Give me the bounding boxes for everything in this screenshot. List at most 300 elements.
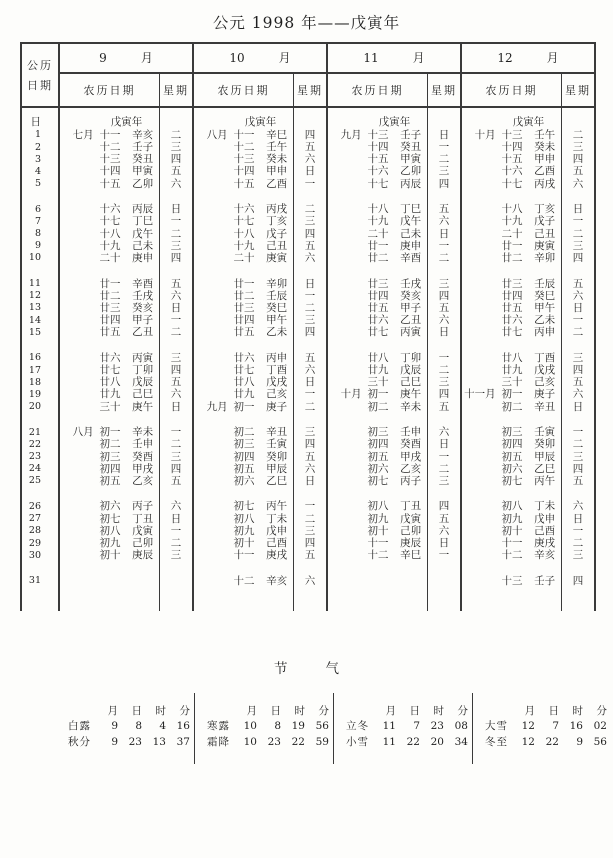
lunar-date-cell	[194, 326, 294, 338]
spacer-cell	[562, 339, 596, 352]
lunar-day: 十四	[99, 165, 121, 178]
lunar-date-cell	[60, 463, 160, 475]
lunar-date-cell	[60, 537, 160, 549]
lunar-date-cell	[328, 278, 428, 290]
ganzhi-day: 壬戌	[132, 289, 154, 302]
lunar-date-cell	[462, 166, 562, 178]
day-number-cell: 2	[22, 141, 60, 153]
ganzhi-day: 丙戌	[534, 177, 556, 190]
ganzhi-day: 甲辰	[534, 450, 556, 463]
weekday-cell: 四	[294, 228, 328, 240]
ganzhi-day: 壬辰	[534, 277, 556, 290]
weekday-cell: 六	[294, 153, 328, 165]
solar-term-value-分: 16	[176, 720, 190, 733]
lunar-day: 廿七	[99, 364, 121, 377]
ganzhi-day: 戊子	[534, 215, 556, 228]
week-header: 星期	[294, 74, 328, 108]
ganzhi-day: 丁亥	[266, 215, 288, 228]
weekday-cell: 一	[428, 240, 462, 252]
ganzhi-day: 乙酉	[266, 177, 288, 190]
lunar-day: 廿三	[501, 277, 523, 290]
ganzhi-day: 乙亥	[400, 462, 422, 475]
weekday-cell: 五	[428, 203, 462, 215]
weekday-cell: 二	[160, 129, 194, 141]
lunar-day: 十八	[501, 203, 523, 216]
solar-term-row	[195, 734, 333, 750]
week-header: 星期	[160, 74, 194, 108]
solar-terms-table	[56, 693, 613, 764]
lunar-day: 初九	[233, 524, 255, 537]
ganzhi-day: 癸巳	[534, 289, 556, 302]
lunar-date-cell	[462, 290, 562, 302]
lunar-day: 初二	[233, 426, 255, 439]
lunar-day: 三十	[367, 376, 389, 389]
weekday-cell: 六	[428, 426, 462, 438]
spacer-cell	[60, 190, 160, 203]
lunar-day: 十五	[233, 177, 255, 190]
ganzhi-day: 辛酉	[132, 277, 154, 290]
ganzhi-day: 辛丑	[266, 426, 288, 439]
weekday-cell: 六	[294, 364, 328, 376]
lunar-date-cell	[328, 575, 428, 587]
solar-term-value-日: 7	[552, 720, 559, 733]
weekday-cell: 二	[294, 302, 328, 314]
ganzhi-day: 壬寅	[266, 438, 288, 451]
solar-term-header-row	[334, 703, 472, 719]
month-number: 12	[497, 51, 513, 65]
ganzhi-day: 乙卯	[400, 165, 422, 178]
month-number: 11	[363, 51, 379, 65]
lunar-day: 初六	[233, 474, 255, 487]
day-number-cell: 12	[22, 290, 60, 302]
ganzhi-day: 辛卯	[266, 277, 288, 290]
ganzhi-day: 壬申	[400, 426, 422, 439]
lunar-date-cell	[462, 178, 562, 190]
lunar-date-cell	[328, 401, 428, 413]
lunar-day: 廿四	[501, 289, 523, 302]
spacer-cell	[60, 339, 160, 352]
ganzhi-day: 庚辰	[132, 549, 154, 562]
lunar-day: 初五	[233, 462, 255, 475]
lunar-date-cell	[462, 513, 562, 525]
solar-term-value-月: 12	[521, 720, 535, 733]
month-unit: 月	[140, 51, 153, 65]
lunar-date-cell	[462, 451, 562, 463]
spacer-cell	[428, 487, 462, 500]
lunar-date-cell	[60, 451, 160, 463]
lunar-day: 廿二	[233, 289, 255, 302]
lunar-day: 廿二	[99, 289, 121, 302]
weekday-cell: 五	[294, 240, 328, 252]
lunar-date-cell	[194, 376, 294, 388]
weekday-cell: 日	[160, 302, 194, 314]
lunar-date-cell	[328, 525, 428, 537]
spacer-cell	[194, 413, 294, 426]
solar-term-col-header: 月	[385, 704, 396, 717]
weekday-cell: 三	[562, 141, 596, 153]
table-bottom-extension	[328, 587, 428, 611]
lunar-day: 三十	[99, 400, 121, 413]
ganzhi-day: 辛亥	[266, 574, 288, 587]
lunar-day: 十九	[367, 215, 389, 228]
lunar-date-cell	[194, 439, 294, 451]
weekday-cell: 三	[160, 240, 194, 252]
lunar-date-cell	[328, 537, 428, 549]
lunar-day: 十九	[99, 239, 121, 252]
lunar-date-cell	[60, 401, 160, 413]
lunar-month-label: 十月	[474, 128, 496, 141]
weekday-cell: 二	[160, 228, 194, 240]
lunar-day: 廿一	[233, 277, 255, 290]
lunar-month-label: 八月	[72, 426, 94, 439]
lunar-date-cell	[462, 463, 562, 475]
solar-term-col-header: 分	[318, 704, 329, 717]
solar-term-value-月: 12	[521, 735, 535, 748]
weekday-cell: 五	[160, 278, 194, 290]
lunar-day: 初七	[367, 474, 389, 487]
lunar-year-label: 戊寅年	[328, 108, 428, 129]
month-number: 9	[99, 51, 107, 65]
day-number-cell: 21	[22, 426, 60, 438]
lunar-day: 廿四	[367, 289, 389, 302]
lunar-date-cell	[60, 475, 160, 487]
spacer-cell	[562, 264, 596, 277]
ganzhi-day: 庚戌	[534, 537, 556, 550]
lunar-date-cell	[462, 364, 562, 376]
lunar-day: 十一	[233, 549, 255, 562]
spacer-cell	[328, 264, 428, 277]
weekday-cell: 四	[562, 252, 596, 264]
lunar-day: 初三	[501, 426, 523, 439]
lunar-day: 二十	[367, 227, 389, 240]
ganzhi-day: 辛丑	[534, 400, 556, 413]
lunar-day: 十三	[501, 574, 523, 587]
weekday-cell: 日	[428, 537, 462, 549]
lunar-day: 初二	[501, 400, 523, 413]
lunar-date-cell	[60, 203, 160, 215]
weekday-cell: 五	[294, 549, 328, 561]
solar-term-col-header: 日	[131, 704, 142, 717]
solar-term-name: 霜降	[207, 735, 230, 748]
solar-term-value-月: 11	[382, 720, 396, 733]
ganzhi-day: 丙申	[266, 351, 288, 364]
lunar-day: 初四	[501, 438, 523, 451]
lunar-day: 初七	[233, 500, 255, 513]
ganzhi-day: 己卯	[400, 524, 422, 537]
lunar-day: 初五	[501, 450, 523, 463]
weekday-cell: 二	[294, 513, 328, 525]
weekday-cell: 四	[428, 290, 462, 302]
lunar-date-cell	[328, 549, 428, 561]
lunar-date-cell	[194, 513, 294, 525]
lunar-day: 初五	[367, 450, 389, 463]
weekday-cell: 四	[160, 153, 194, 165]
solar-term-col-header: 时	[572, 704, 583, 717]
lunar-day: 十八	[233, 227, 255, 240]
lunar-day: 十九	[233, 239, 255, 252]
day-number-cell: 13	[22, 302, 60, 314]
ganzhi-day: 己酉	[266, 537, 288, 550]
lunar-date-cell	[194, 203, 294, 215]
lunar-day: 廿一	[501, 239, 523, 252]
weekday-cell: 五	[160, 376, 194, 388]
lunar-day: 廿八	[233, 376, 255, 389]
spacer-cell	[60, 487, 160, 500]
lunar-day: 十二	[233, 574, 255, 587]
weekday-cell: 一	[160, 216, 194, 228]
ganzhi-day: 壬午	[266, 141, 288, 154]
weekday-cell: 四	[294, 439, 328, 451]
weekday-cell: 三	[428, 475, 462, 487]
weekday-cell: 三	[294, 426, 328, 438]
solar-term-value-时: 16	[569, 720, 583, 733]
lunar-date-cell	[194, 525, 294, 537]
lunar-day: 初八	[367, 500, 389, 513]
spacer-cell	[328, 562, 428, 575]
lunar-date-cell	[462, 501, 562, 513]
solar-term-value-日: 8	[274, 720, 281, 733]
spacer-cell	[328, 190, 428, 203]
lunar-day: 十七	[233, 215, 255, 228]
lunar-day: 初四	[367, 438, 389, 451]
spacer-cell	[462, 413, 562, 426]
weekday-cell: 一	[428, 141, 462, 153]
week-cell-empty	[160, 108, 194, 129]
lunar-date-cell	[194, 216, 294, 228]
lunar-day: 十一	[367, 537, 389, 550]
spacer-cell	[22, 264, 60, 277]
ganzhi-day: 丙辰	[132, 203, 154, 216]
lunar-day: 十六	[501, 165, 523, 178]
month-header-10	[194, 44, 328, 74]
lunar-date-cell	[194, 575, 294, 587]
weekday-cell: 五	[160, 475, 194, 487]
ganzhi-day: 乙未	[266, 326, 288, 339]
lunar-date-cell	[462, 141, 562, 153]
lunar-date-cell	[328, 153, 428, 165]
weekday-cell: 一	[428, 549, 462, 561]
ganzhi-day: 戊午	[400, 215, 422, 228]
ganzhi-day: 丙寅	[400, 326, 422, 339]
lunar-day: 廿六	[501, 314, 523, 327]
weekday-cell: 二	[428, 153, 462, 165]
ganzhi-day: 壬申	[132, 438, 154, 451]
lunar-date-header: 农历日期	[328, 74, 428, 108]
solar-term-value-时: 22	[291, 735, 305, 748]
ganzhi-day: 戊申	[266, 524, 288, 537]
solar-term-col-header: 日	[270, 704, 281, 717]
lunar-date-cell	[60, 129, 160, 141]
spacer-cell	[160, 190, 194, 203]
day-number-cell: 15	[22, 326, 60, 338]
lunar-date-header: 农历日期	[60, 74, 160, 108]
lunar-date-cell	[328, 216, 428, 228]
ganzhi-day: 己卯	[132, 537, 154, 550]
ganzhi-day: 癸亥	[132, 301, 154, 314]
spacer-cell	[294, 562, 328, 575]
lunar-day: 廿五	[367, 301, 389, 314]
lunar-date-cell	[328, 352, 428, 364]
month-unit: 月	[546, 51, 559, 65]
weekday-cell: 一	[562, 426, 596, 438]
lunar-date-cell	[328, 141, 428, 153]
ganzhi-day: 癸酉	[400, 438, 422, 451]
ganzhi-day: 丁酉	[534, 351, 556, 364]
lunar-day: 廿八	[99, 376, 121, 389]
lunar-date-cell	[60, 525, 160, 537]
lunar-date-cell	[60, 252, 160, 264]
solar-term-row	[56, 734, 194, 750]
table-bottom-extension	[60, 587, 160, 611]
spacer-cell	[562, 190, 596, 203]
lunar-date-cell	[462, 549, 562, 561]
lunar-month-label: 十一月	[464, 388, 496, 401]
weekday-cell: 一	[294, 501, 328, 513]
weekday-cell: 六	[562, 178, 596, 190]
lunar-day: 十二	[99, 141, 121, 154]
solar-term-name: 白露	[68, 720, 91, 733]
weekday-cell: 四	[562, 463, 596, 475]
ganzhi-day: 甲申	[534, 153, 556, 166]
weekday-cell: 日	[428, 228, 462, 240]
lunar-day: 廿三	[367, 277, 389, 290]
day-number-cell: 23	[22, 451, 60, 463]
weekday-cell: 日	[294, 376, 328, 388]
weekday-cell: 五	[562, 166, 596, 178]
weekday-cell: 三	[160, 141, 194, 153]
weekday-cell: 二	[562, 537, 596, 549]
ganzhi-day: 庚寅	[534, 239, 556, 252]
weekday-cell: 五	[562, 475, 596, 487]
weekday-cell: 六	[294, 463, 328, 475]
ganzhi-day: 己丑	[266, 239, 288, 252]
lunar-date-cell	[462, 537, 562, 549]
lunar-day: 十二	[233, 141, 255, 154]
weekday-cell: 一	[562, 314, 596, 326]
ganzhi-day: 丙午	[534, 474, 556, 487]
day-number-cell: 18	[22, 376, 60, 388]
ganzhi-day: 戊戌	[266, 376, 288, 389]
solar-term-col-header: 日	[409, 704, 420, 717]
solar-term-value-日: 7	[413, 720, 420, 733]
lunar-day: 廿六	[233, 351, 255, 364]
table-bottom-extension	[160, 587, 194, 611]
spacer-cell	[428, 264, 462, 277]
lunar-date-cell	[60, 501, 160, 513]
spacer-cell	[194, 562, 294, 575]
lunar-day: 十三	[501, 128, 523, 141]
ganzhi-day: 己亥	[534, 376, 556, 389]
solar-term-group-4	[472, 693, 611, 764]
lunar-date-header: 农历日期	[194, 74, 294, 108]
lunar-date-cell	[328, 364, 428, 376]
lunar-day: 廿三	[233, 301, 255, 314]
lunar-date-cell	[462, 401, 562, 413]
weekday-cell: 六	[294, 575, 328, 587]
lunar-day: 十一	[501, 537, 523, 550]
weekday-cell: 日	[562, 401, 596, 413]
lunar-date-cell	[194, 364, 294, 376]
lunar-date-cell	[462, 475, 562, 487]
day-number-cell: 26	[22, 501, 60, 513]
ganzhi-day: 甲戌	[132, 462, 154, 475]
day-number-cell: 16	[22, 352, 60, 364]
lunar-day: 廿二	[501, 251, 523, 264]
spacer-cell	[160, 562, 194, 575]
ganzhi-day: 庚寅	[266, 251, 288, 264]
ganzhi-day: 乙卯	[132, 177, 154, 190]
ganzhi-day: 辛亥	[534, 549, 556, 562]
lunar-day: 初四	[99, 462, 121, 475]
month-number: 10	[229, 51, 245, 65]
solar-term-header-row	[56, 703, 194, 719]
day-number-cell: 3	[22, 153, 60, 165]
day-number-cell: 6	[22, 203, 60, 215]
lunar-day: 廿六	[99, 351, 121, 364]
lunar-day: 初六	[99, 500, 121, 513]
solar-term-value-时: 4	[159, 720, 166, 733]
ganzhi-day: 壬子	[534, 574, 556, 587]
lunar-date-cell	[194, 463, 294, 475]
spacer-cell	[60, 562, 160, 575]
ganzhi-day: 癸丑	[400, 141, 422, 154]
ganzhi-day: 庚申	[400, 239, 422, 252]
spacer-cell	[462, 339, 562, 352]
weekday-cell: 一	[294, 178, 328, 190]
weekday-cell: 三	[428, 278, 462, 290]
solar-term-value-月: 9	[111, 735, 118, 748]
weekday-cell: 三	[160, 549, 194, 561]
lunar-date-cell	[60, 314, 160, 326]
weekday-cell: 一	[562, 216, 596, 228]
lunar-day: 十七	[367, 177, 389, 190]
weekday-cell: 一	[294, 290, 328, 302]
ganzhi-day: 丙戌	[266, 203, 288, 216]
ganzhi-day: 戊辰	[132, 376, 154, 389]
lunar-date-cell	[194, 141, 294, 153]
solar-term-name: 小雪	[346, 735, 369, 748]
lunar-day: 廿一	[367, 239, 389, 252]
solar-term-name: 冬至	[485, 735, 508, 748]
lunar-date-cell	[462, 153, 562, 165]
ganzhi-day: 丁丑	[400, 500, 422, 513]
lunar-date-cell	[328, 178, 428, 190]
ganzhi-day: 乙酉	[534, 165, 556, 178]
spacer-cell	[462, 562, 562, 575]
lunar-day: 廿七	[501, 326, 523, 339]
lunar-date-cell	[60, 575, 160, 587]
lunar-day: 初四	[233, 450, 255, 463]
solar-term-col-header: 月	[246, 704, 257, 717]
ganzhi-day: 辛巳	[266, 128, 288, 141]
lunar-day: 十一	[233, 128, 255, 141]
weekday-cell: 三	[294, 314, 328, 326]
lunar-month-label: 七月	[72, 128, 94, 141]
day-number-cell: 29	[22, 537, 60, 549]
lunar-date-cell	[328, 463, 428, 475]
spacer-cell	[562, 487, 596, 500]
table-bottom-extension	[294, 587, 328, 611]
weekday-cell: 四	[562, 575, 596, 587]
spacer-cell	[194, 264, 294, 277]
weekday-cell: 六	[294, 252, 328, 264]
ganzhi-day: 庚戌	[266, 549, 288, 562]
lunar-date-cell	[462, 302, 562, 314]
lunar-day: 初十	[99, 549, 121, 562]
table-bottom-extension	[462, 587, 562, 611]
weekday-cell: 五	[562, 376, 596, 388]
lunar-date-cell	[462, 252, 562, 264]
